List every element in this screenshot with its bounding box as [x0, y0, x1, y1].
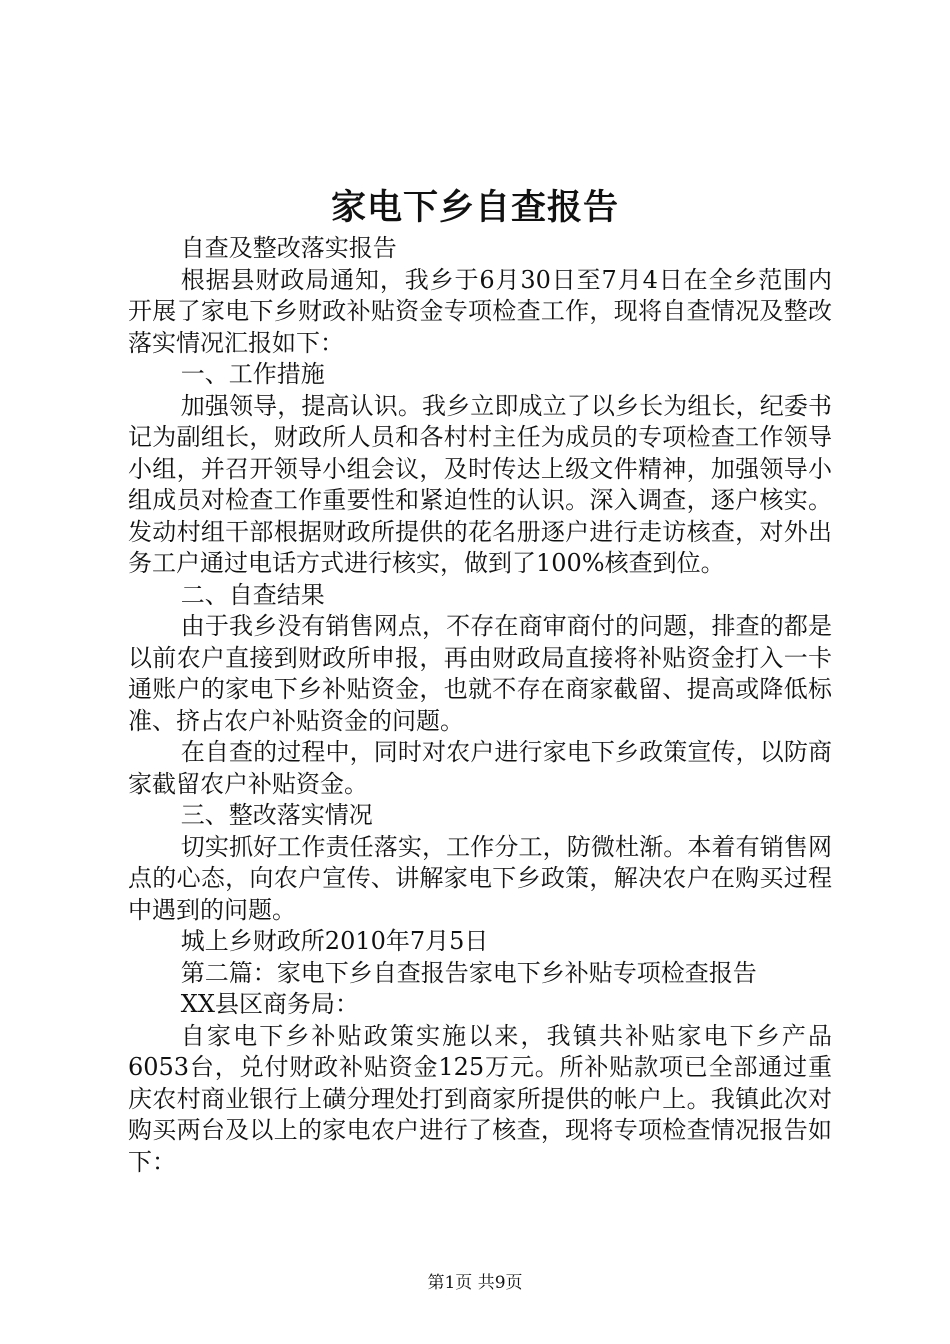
paragraph-signature-date: 城上乡财政所2010年7月5日 — [180, 927, 489, 955]
paragraph-self-check-results: 由于我乡没有销售网点，不存在商审商付的问题，排查的都是以前农户直接到财政所申报，再由财政局直接将补贴资金打入一卡通账户的家电下乡补贴资金，也就不存在商家截留、提高或降低标准、挤占农户补贴资金的问题。 — [128, 612, 832, 735]
paragraph-second-article-title: 第二篇：家电下乡自查报告家电下乡补贴专项检查报告 — [180, 958, 757, 987]
page-footer: 第1页 共9页 — [427, 1273, 523, 1293]
paragraph-work-measures: 加强领导，提高认识。我乡立即成立了以乡长为组长，纪委书记为副组长，财政所人员和各村村主任为成员的专项检查工作领导小组，并召开领导小组会议，及时传达上级文件精神，加强领导小组成员对检查工作重要性和紧迫性的认识。深入调查，逐户核实。发动村组干部根据财政所提供的花名册逐户进行走访核查，对外出务工户通过电话方式进行核实，做到了100%核查到位。 — [128, 391, 832, 577]
paragraph-intro: 根据县财政局通知，我乡于6月30日至7月4日在全乡范围内开展了家电下乡财政补贴资金专项检查工作，现将自查情况及整改落实情况汇报如下： — [128, 265, 832, 357]
document-title: 家电下乡自查报告 — [330, 187, 619, 228]
section-heading-self-check-results: 二、自查结果 — [180, 580, 325, 609]
paragraph-rectification: 切实抓好工作责任落实，工作分工，防微杜渐。本着有销售网点的心态，向农户宣传、讲解家电下乡政策，解决农户在购买过程中遇到的问题。 — [128, 832, 832, 924]
document-body — [128, 233, 832, 1178]
section-heading-rectification: 三、整改落实情况 — [180, 801, 373, 829]
paragraph-policy-publicity: 在自查的过程中，同时对农户进行家电下乡政策宣传，以防商家截留农户补贴资金。 — [128, 738, 832, 798]
paragraph-second-article-intro: 自家电下乡补贴政策实施以来，我镇共补贴家电下乡产品6053台，兑付财政补贴资金125万元。所补贴款项已全部通过重庆农村商业银行上磺分理处打到商家所提供的帐户上。我镇此次对购买两台及以上的家电农户进行了核查，现将专项检查情况报告如下： — [128, 1021, 832, 1176]
paragraph-subtitle: 自查及整改落实报告 — [180, 234, 397, 262]
section-heading-work-measures: 一、工作措施 — [180, 360, 325, 388]
paragraph-addressee: XX县区商务局： — [180, 990, 359, 1018]
